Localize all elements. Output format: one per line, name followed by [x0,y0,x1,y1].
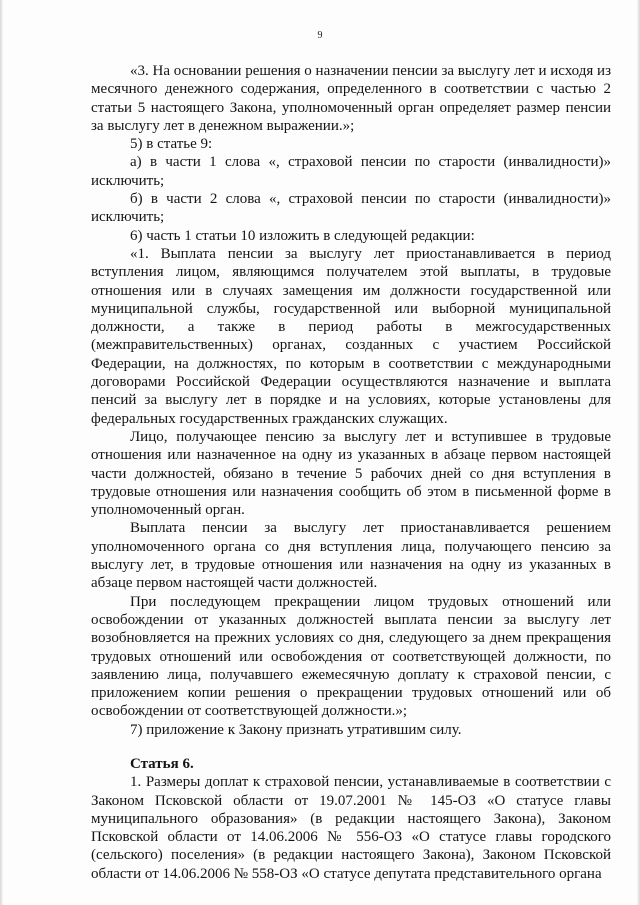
paragraph: 6) часть 1 статьи 10 изложить в следующей редакции: [130,227,475,244]
document-body [91,62,611,883]
section-spacer [91,739,611,755]
paragraph: 7) приложение к Закону признать утратившим силу. [130,721,462,738]
paragraph: Лицо, получающее пенсию за выслугу лет и вступившее в трудовые отношения или назначенное на одну из указанных в абзаце первом настоящей части должностей, обязано в течение 5 рабочих дней со дня вступления в трудовые отношения или назначения сообщить об этом в письменной форме в уполномоченный орган. [91,428,611,519]
page-number: 9 [317,30,323,41]
paragraph: «1. Выплата пенсии за выслугу лет приостанавливается в период вступления лицом, являющимся получателем этой выплаты, в трудовые отношения или в случаях замещения им должности государственной или муниципальной службы, государственной или выборной муниципальной должности, а также в период работы в межгосударственных (межправительственных) органах, созданных с участием Российской Федерации, на должностях, по которым в соответствии с международными договорами Российской Федерации осуществляются назначение и выплата пенсий за выслугу лет в порядке и на условиях, которые установлены для федеральных государственных гражданских служащих. [91,245,611,427]
article-paragraph: 1. Размеры доплат к страховой пенсии, устанавливаемые в соответствии с Законом Псковской области от 19.07.2001 № 145-ОЗ «О статусе главы муниципального образования» (в редакции настоящего Закона), Законом Псковской области от 14.06.2006 № 556-ОЗ «О статусе главы городского (сельского) поселения» (в редакции настоящего Закона), Законом Псковской области от 14.06.2006 № 558-ОЗ «О статусе депутата представительного органа [91,774,611,882]
paragraph: При последующем прекращении лицом трудовых отношений или освобождении от указанных должностей выплата пенсии за выслугу лет возобновляется на прежних условиях со дня, следующего за днем прекращения трудовых отношений или освобождения от соответствующей должности, по заявлению лица, получавшего ежемесячную доплату к страховой пенсии, с приложением копии решения о прекращении трудовых отношений или об освобождении от соответствующей должности.»; [91,593,611,720]
paragraph: Выплата пенсии за выслугу лет приостанавливается решением уполномоченного органа со дня вступления лица, получающего пенсию за выслугу лет, в трудовые отношения или назначения на одну из указанных в абзаце первом настоящей части должностей. [91,520,611,592]
paragraph: б) в части 2 слова «, страховой пенсии по старости (инвалидности)» исключить; [91,191,611,226]
article-heading: Статья 6. [130,755,194,772]
scan-edge-left [0,0,3,905]
paragraph: а) в части 1 слова «, страховой пенсии по старости (инвалидности)» исключить; [91,154,611,189]
paragraph: «3. На основании решения о назначении пенсии за выслугу лет и исходя из месячного денежного содержания, определенного в соответствии с частью 2 статьи 5 настоящего Закона, уполномоченный орган определяет размер пенсии за выслугу лет в денежном выражении.»; [91,63,611,134]
paragraph: 5) в статье 9: [130,136,213,153]
